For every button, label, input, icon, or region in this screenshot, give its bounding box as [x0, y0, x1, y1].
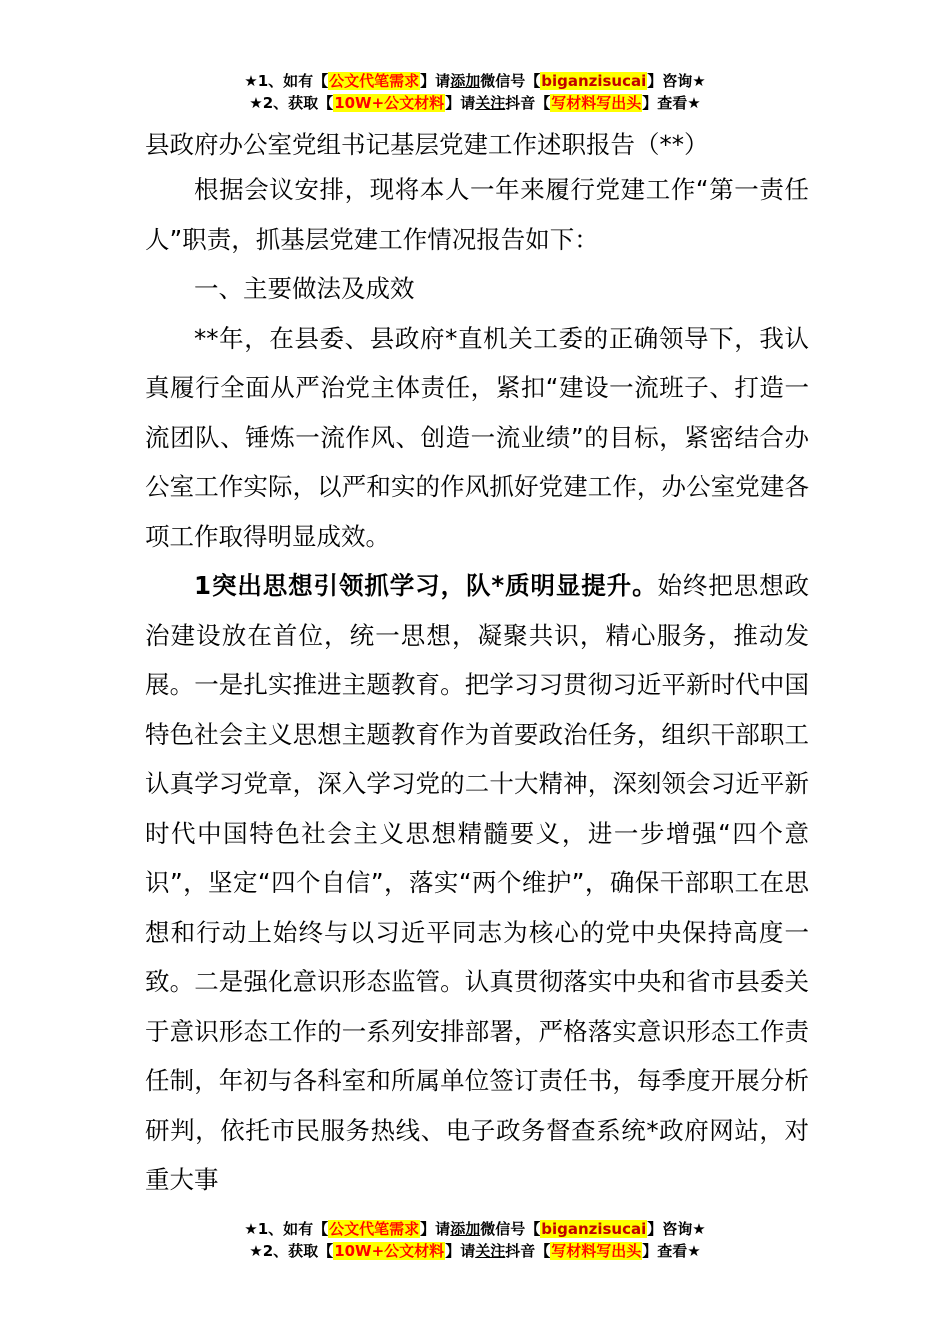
promo-text: 】咨询★: [647, 1220, 706, 1238]
item-heading: 1突出思想引领抓学习，队*质明显提升。: [194, 571, 658, 600]
promo-douyin-id: 写材料写出头: [551, 94, 642, 112]
promo-text: 】请: [445, 94, 476, 112]
promo-line-2: [0, 92, 950, 114]
promo-text: 微信号【: [480, 1220, 541, 1238]
intro-paragraph: 根据会议安排，现将本人一年来履行党建工作“第一责任人”职责，抓基层党建工作情况报告如下：: [145, 175, 809, 254]
promo-underline-text: 添加: [450, 72, 481, 90]
promo-highlight: 10W+公文材料: [334, 1242, 445, 1260]
document-body: [145, 125, 809, 1205]
document-title: 县政府办公室党组书记基层党建工作述职报告（**）: [145, 130, 709, 159]
promo-text: ★1、如有【: [244, 72, 329, 90]
promo-text: 】咨询★: [647, 72, 706, 90]
promo-text: 抖音【: [505, 1242, 551, 1260]
promo-douyin-id: 写材料写出头: [551, 1242, 642, 1260]
promo-text: 】请: [420, 1220, 451, 1238]
promo-text: 】查看★: [642, 1242, 701, 1260]
promo-text: 】请: [420, 72, 451, 90]
section-heading: 一、主要做法及成效: [194, 274, 415, 303]
promo-underline-text: 关注: [475, 94, 506, 112]
promo-wechat-id: biganzisucai: [541, 72, 647, 90]
section-paragraph: **年，在县委、县政府*直机关工委的正确领导下，我认真履行全面从严治党主体责任，紧扣“建设一流班子、打造一流团队、锤炼一流作风、创造一流业绩”的目标，紧密结合办公室工作实际，以严和实的作风抓好党建工作，办公室党建各项工作取得明显成效。: [145, 323, 809, 551]
promo-banner-bottom: [0, 1218, 950, 1262]
promo-highlight: 公文代笔需求: [329, 72, 420, 90]
promo-underline-text: 关注: [475, 1242, 506, 1260]
promo-highlight: 10W+公文材料: [334, 94, 445, 112]
promo-text: 】查看★: [642, 94, 701, 112]
promo-line-1: [0, 70, 950, 92]
item-text: 始终把思想政治建设放在首位，统一思想，凝聚共识，精心服务，推动发展。一是扎实推进主题教育。把学习习贯彻习近平新时代中国特色社会主义思想主题教育作为首要政治任务，组织干部职工认真学习党章，深入学习党的二十大精神，深刻领会习近平新时代中国特色社会主义思想精髓要义，进一步增强“四个意识”，坚定“四个自信”，落实“两个维护”，确保干部职工在思想和行动上始终与以习近平同志为核心的党中央保持高度一致。二是强化意识形态监管。认真贯彻落实中央和省市县委关于意识形态工作的一系列安排部署，严格落实意识形态工作责任制，年初与各科室和所属单位签订责任书，每季度开展分析研判，依托市民服务热线、电子政务督查系统*政府网站，对重大事: [145, 571, 810, 1194]
promo-text: ★2、获取【: [249, 1242, 334, 1260]
promo-banner-top: [0, 70, 950, 114]
promo-line-2: [0, 1240, 950, 1262]
promo-text: 抖音【: [505, 94, 551, 112]
promo-highlight: 公文代笔需求: [329, 1220, 420, 1238]
item-paragraph: [145, 561, 809, 1205]
promo-text: ★2、获取【: [249, 94, 334, 112]
promo-text: 微信号【: [480, 72, 541, 90]
promo-line-1: [0, 1218, 950, 1240]
promo-wechat-id: biganzisucai: [541, 1220, 647, 1238]
promo-text: 】请: [445, 1242, 476, 1260]
promo-underline-text: 添加: [450, 1220, 481, 1238]
promo-text: ★1、如有【: [244, 1220, 329, 1238]
